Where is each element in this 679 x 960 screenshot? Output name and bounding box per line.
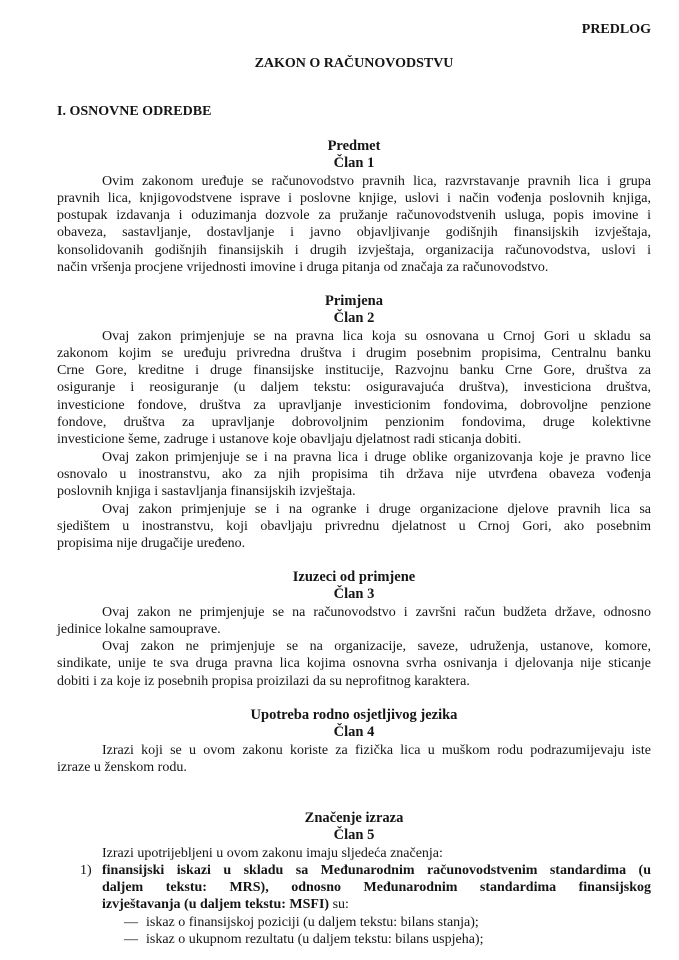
paragraph-line: Ovaj zakon primjenjuje se i na pravna lica i druge oblike organizovanja koje je pravno lice — [102, 449, 651, 465]
paragraph — [57, 501, 651, 553]
dash-bullet-icon: — — [124, 932, 138, 948]
document-title: ZAKON O RAČUNOVODSTVU — [254, 56, 454, 71]
article — [57, 707, 651, 776]
part-heading: I. OSNOVNE ODREDBE — [57, 104, 212, 119]
sub-list-item — [57, 931, 651, 948]
article — [57, 293, 651, 552]
paragraph-line: Izrazi koji se u ovom zakonu koriste za fizička lica u muškom rodu podrazumijevaju iste — [102, 742, 651, 758]
list-item — [57, 862, 651, 948]
article — [57, 138, 651, 276]
paragraph-line: konsolidovanih godišnjih finansijskih i drugih izvještaja, organizacija računovodstva, uslovi i — [57, 242, 651, 258]
article-number: Član 4 — [333, 724, 375, 741]
paragraph-line: dobiti i za koje iz posebnih propisa proizilazi da su neprofitnog karaktera. — [57, 673, 470, 689]
list-item-text: daljem tekstu: MRS), odnosno Međunarodnim standardima finansijskog — [102, 880, 651, 896]
paragraph-line: obaveza, sastavljanje, dostavljanje i javno objavljivanje godišnjih finansijskih izvještaja, — [57, 225, 651, 241]
paragraph-line: osiguranje i reosiguranje (u daljem tekstu: osiguravajuća društva), investiciona društva, — [57, 380, 651, 396]
paragraph-line: način vršenja procjene vrijednosti imovine i druga pitanja od značaja za računovodstvo. — [57, 260, 549, 276]
paragraph-line: fondove, društva za upravljanje dobrovoljnim penzionim fondovima, druge kolektivne — [57, 415, 651, 431]
list-item-number: 1) — [80, 862, 92, 878]
paragraph-line: pravnih lica, knjigovodstvene isprave i poslovne knjige, uslovi i način vođenja poslovnih knjiga, — [57, 190, 651, 206]
article-heading: Primjena — [325, 293, 383, 309]
paragraph — [57, 449, 651, 501]
paragraph — [57, 638, 651, 690]
article-heading: Upotreba rodno osjetljivog jezika — [250, 707, 458, 723]
paragraph-line: postupak izdavanja i oduzimanja dozvole za pružanje računovodstvenih usluga, popis imovine i — [57, 208, 651, 224]
list-item-text: finansijski iskazi u skladu sa Međunarodnim računovodstvenim standardima (u — [102, 862, 651, 878]
paragraph-line: investicione šeme, zadruge i ustanove koje obavljaju djelatnost radi sticanja dobiti. — [57, 432, 522, 448]
article-number: Član 3 — [333, 586, 375, 603]
document-status-label: PREDLOG — [581, 22, 651, 37]
paragraph — [57, 328, 651, 449]
paragraph-line: Crne Gore, kreditne i druge finansijske institucije, Razvojnu banku Crne Gore, društva za — [57, 363, 651, 379]
article-number: Član 1 — [333, 155, 375, 172]
list-item-line — [57, 879, 651, 896]
article-heading: Izuzeci od primjene — [292, 569, 416, 585]
paragraph-line: Ovaj zakon primjenjuje se i na ogranke i druge organizacione djelove pravnih lica sa — [102, 501, 651, 517]
paragraph — [57, 173, 651, 277]
list-item-text-bold: izvještavanja (u daljem tekstu: MSFI) — [102, 897, 330, 913]
paragraph-line: jedinice lokalne samouprave. — [57, 621, 221, 637]
paragraph-line: Ovim zakonom uređuje se računovodstvo pravnih lica, razvrstavanje pravnih lica i grupa — [102, 173, 651, 189]
article-number: Član 2 — [333, 310, 375, 327]
paragraph-line: Izrazi upotrijebljeni u ovom zakonu imaju sljedeća značenja: — [102, 845, 443, 861]
paragraph — [57, 845, 651, 862]
article-heading: Predmet — [327, 138, 381, 154]
paragraph — [57, 604, 651, 639]
paragraph-line: poslovnih knjiga i sastavljanja finansijskih izvještaja. — [57, 484, 356, 500]
article — [57, 810, 651, 948]
article-heading: Značenje izraza — [304, 810, 404, 826]
dash-bullet-icon: — — [124, 914, 138, 930]
paragraph-line: sjedištem u inostranstvu, koji obavljaju privrednu djelatnost u Crnoj Gori, ako posebnim — [57, 518, 651, 534]
paragraph-line: investicione fondove, društva za upravljanje investicionim fondovima, dobrovoljne penzione — [57, 397, 651, 413]
sub-list-item-text: iskaz o finansijskoj poziciji (u daljem tekstu: bilans stanja); — [146, 914, 479, 930]
list-item-text: su: — [329, 897, 349, 913]
paragraph-line: osnovalo u inostranstvu, ako za njih propisima tih država nije utvrđena obaveza vođenja — [57, 466, 651, 482]
paragraph-line: zakonom kojim se uređuju privredna društva i drugim posebnim propisima, Centralnu banku — [57, 345, 651, 361]
paragraph-line: Ovaj zakon ne primjenjuje se na organizacije, saveze, udruženja, ustanove, komore, — [102, 639, 651, 655]
article — [57, 569, 651, 690]
paragraph — [57, 742, 651, 777]
sub-list-item-text: iskaz o ukupnom rezultatu (u daljem tekstu: bilans uspjeha); — [146, 932, 484, 948]
paragraph-line: sindikate, unije te sva druga pravna lica kojima osnovna svrha osnivanja i djelovanja nije sticanje — [57, 656, 651, 672]
sub-list-item — [57, 914, 651, 931]
paragraph-line: Ovaj zakon primjenjuje se na pravna lica koja su osnovana u Crnoj Gori u skladu sa — [102, 328, 651, 344]
article-number: Član 5 — [333, 827, 375, 844]
list-item-line — [57, 862, 651, 879]
paragraph-line: izraze u ženskom rodu. — [57, 759, 187, 775]
paragraph-line: propisima nije drugačije uređeno. — [57, 536, 246, 552]
paragraph-line: Ovaj zakon ne primjenjuje se na računovodstvo i završni račun budžeta države, odnosno — [102, 604, 651, 620]
list-item-line — [57, 896, 651, 913]
